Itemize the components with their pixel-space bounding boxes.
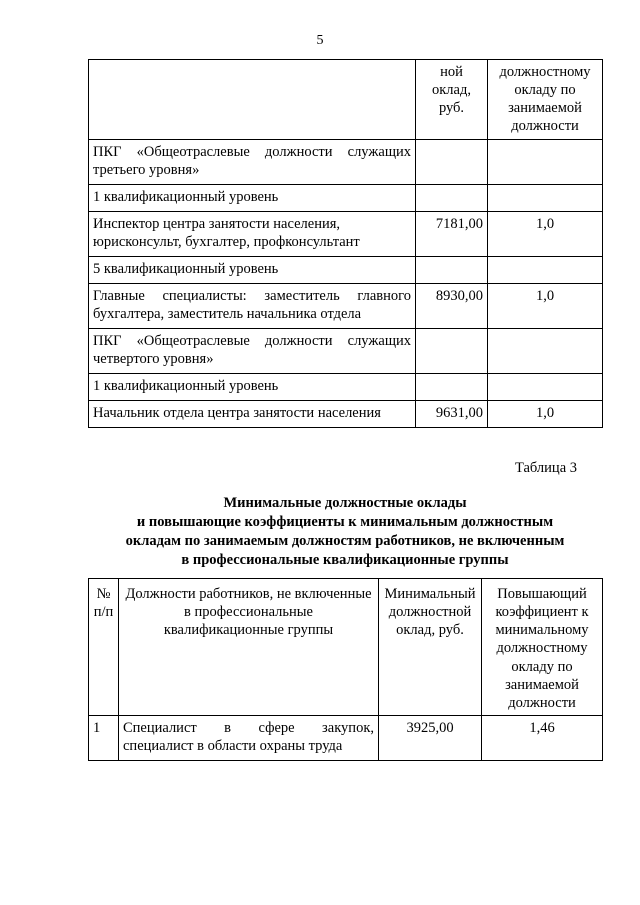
number-cell: 1 — [89, 715, 119, 760]
table-row — [89, 184, 603, 211]
table-row — [89, 373, 603, 400]
salary-cell — [416, 373, 488, 400]
position-cell: ПКГ «Общеотраслевые должности служащих четвертого уровня» — [89, 328, 416, 373]
position-cell: Начальник отдела центра занятости населения — [89, 400, 416, 427]
salary-cell: 9631,00 — [416, 400, 488, 427]
position-cell: 5 квалификационный уровень — [89, 256, 416, 283]
coefficient-cell: 1,0 — [488, 283, 603, 328]
coefficient-cell: 1,46 — [482, 715, 603, 760]
header-cell-positions: Должности работников, не включенные в профессиональные квалификационные группы — [119, 579, 379, 716]
table-row — [89, 139, 603, 184]
salary-cell: 8930,00 — [416, 283, 488, 328]
header-cell-coefficient: должностному окладу по занимаемой должности — [488, 60, 603, 140]
table-title — [88, 494, 602, 569]
header-cell-position — [89, 60, 416, 140]
position-cell: Главные специалисты: заместитель главного бухгалтера, заместитель начальника отдела — [89, 283, 416, 328]
table-row — [89, 400, 603, 427]
title-line: и повышающие коэффициенты к минимальным должностным — [136, 513, 554, 530]
position-cell: Специалист в сфере закупок, специалист в области охраны труда — [119, 715, 379, 760]
header-cell-salary: Минимальный должностной оклад, руб. — [379, 579, 482, 716]
position-cell: 1 квалификационный уровень — [89, 184, 416, 211]
table-row — [89, 715, 603, 760]
title-line: в профессиональные квалификационные группы — [181, 551, 509, 568]
table-row — [89, 328, 603, 373]
coefficient-cell: 1,0 — [488, 400, 603, 427]
table-row — [89, 256, 603, 283]
table-row — [89, 211, 603, 256]
salary-cell — [416, 184, 488, 211]
coefficient-cell — [488, 256, 603, 283]
table-label: Таблица 3 — [514, 460, 577, 476]
title-line: Минимальные должностные оклады — [223, 495, 467, 511]
salary-cell: 7181,00 — [416, 211, 488, 256]
coefficient-cell: 1,0 — [488, 211, 603, 256]
title-line: окладам по занимаемым должностям работников, не включенным — [125, 532, 565, 549]
position-cell: ПКГ «Общеотраслевые должности служащих третьего уровня» — [89, 139, 416, 184]
salary-cell — [416, 328, 488, 373]
page-number: 5 — [316, 33, 324, 48]
coefficient-cell — [488, 139, 603, 184]
salary-table-continued — [88, 59, 603, 428]
salary-cell: 3925,00 — [379, 715, 482, 760]
header-cell-coefficient: Повышающий коэффициент к минимальному должностному окладу по занимаемой должности — [482, 579, 603, 716]
position-cell: Инспектор центра занятости населения, юрисконсульт, бухгалтер, профконсультант — [89, 211, 416, 256]
minimal-salary-table — [88, 578, 603, 761]
salary-cell — [416, 256, 488, 283]
coefficient-cell — [488, 328, 603, 373]
table-header-row — [89, 579, 603, 716]
header-cell-number: № п/п — [89, 579, 119, 716]
coefficient-cell — [488, 373, 603, 400]
header-cell-salary: ной оклад, руб. — [416, 60, 488, 140]
table-row — [89, 283, 603, 328]
salary-cell — [416, 139, 488, 184]
position-cell: 1 квалификационный уровень — [89, 373, 416, 400]
coefficient-cell — [488, 184, 603, 211]
table-header-row — [89, 60, 603, 140]
